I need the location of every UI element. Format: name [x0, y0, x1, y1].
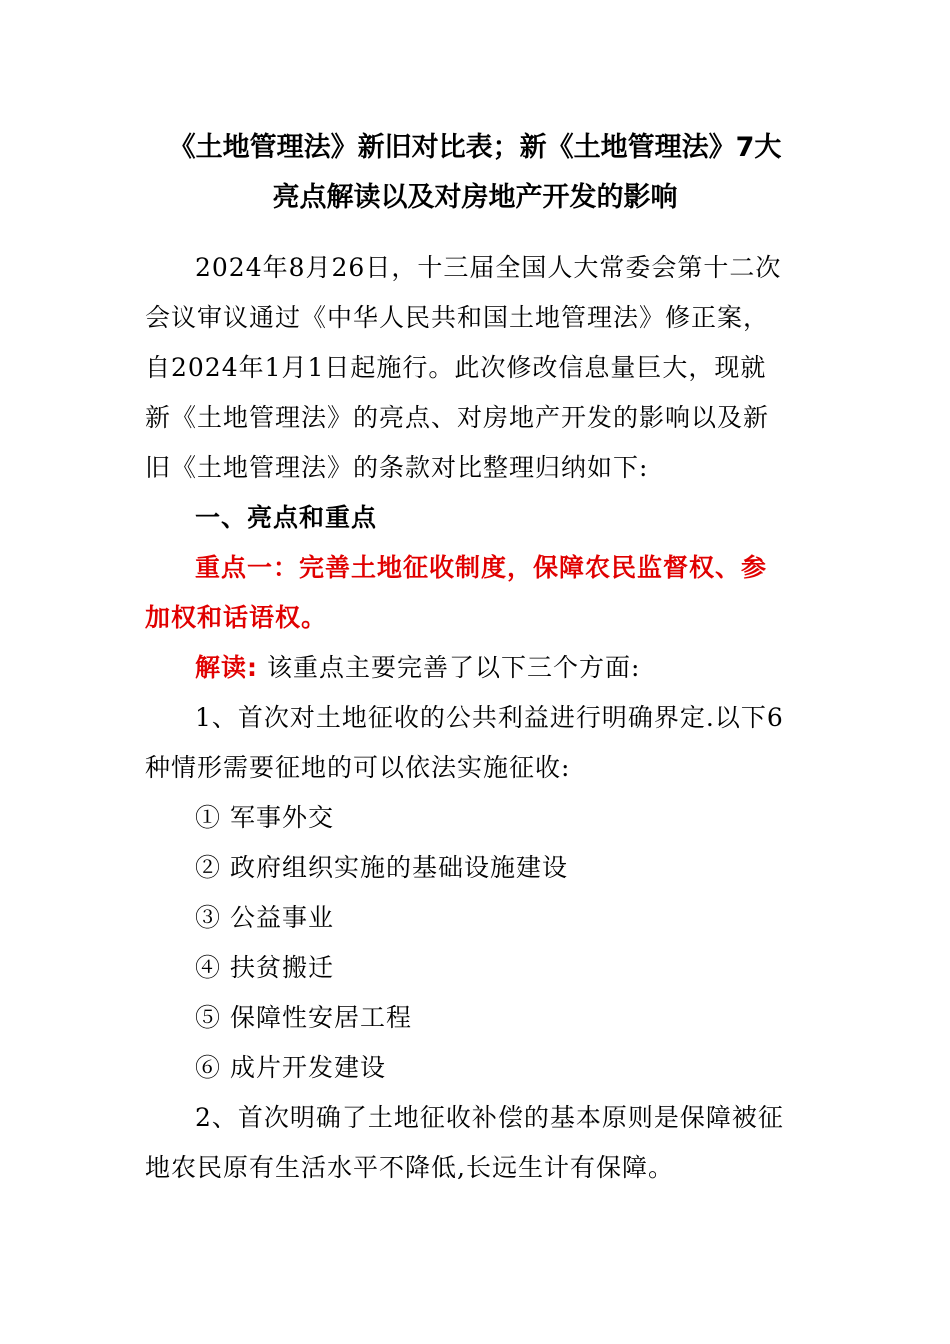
intro-line-2: 会议审议通过《中华人民共和国土地管理法》修正案， — [145, 303, 770, 332]
interpretation-label: 解读: — [195, 653, 258, 682]
case-item: ② 政府组织实施的基础设施建设 — [195, 853, 568, 882]
case-item: ① 军事外交 — [195, 803, 334, 832]
item-one-line-2: 种情形需要征地的可以依法实施征收: — [145, 753, 571, 782]
interpretation-paragraph — [195, 648, 640, 688]
case-item: ⑤ 保障性安居工程 — [195, 1003, 412, 1032]
point-one-line-1: 重点一：完善土地征收制度，保障农民监督权、参 — [195, 553, 768, 582]
interpretation-text: 该重点主要完善了以下三个方面: — [266, 653, 641, 682]
point-one-line-2: 加权和话语权。 — [145, 603, 328, 632]
item-one-line-1: 1、首次对土地征收的公共利益进行明确界定.以下6 — [195, 703, 784, 732]
section-heading: 一、亮点和重点 — [195, 503, 378, 532]
title-line-2: 亮点解读以及对房地产开发的影响 — [272, 182, 678, 213]
document-title — [145, 123, 805, 223]
item-two-line-2: 地农民原有生活水平不降低,长远生计有保障。 — [145, 1153, 674, 1182]
title-line-1: 《土地管理法》新旧对比表；新《土地管理法》7大 — [168, 132, 782, 163]
case-item: ⑥ 成片开发建设 — [195, 1053, 386, 1082]
intro-line-4: 新《土地管理法》的亮点、对房地产开发的影响以及新 — [145, 403, 770, 432]
item-two-line-1: 2、首次明确了土地征收补偿的基本原则是保障被征 — [195, 1103, 784, 1132]
intro-line-3: 自2024年1月1日起施行。此次修改信息量巨大，现就 — [145, 353, 767, 382]
intro-line-5: 旧《土地管理法》的条款对比整理归纳如下: — [145, 453, 649, 482]
case-item: ④ 扶贫搬迁 — [195, 953, 334, 982]
case-item: ③ 公益事业 — [195, 903, 334, 932]
intro-line-1: 2024年8月26日，十三届全国人大常委会第十二次 — [195, 253, 782, 282]
